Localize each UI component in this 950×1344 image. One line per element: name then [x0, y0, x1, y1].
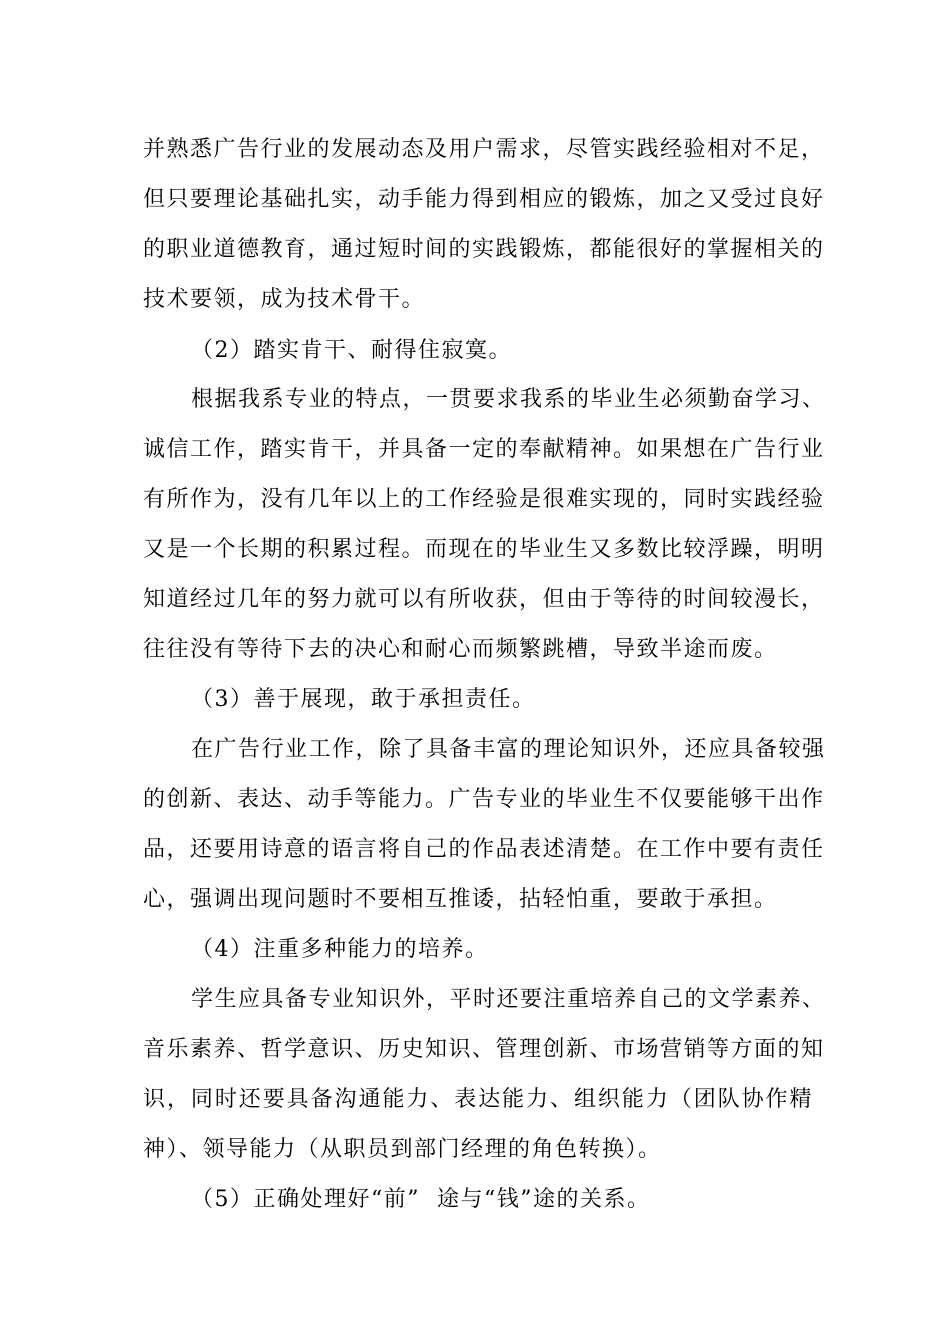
paragraph-4-line-1: 学生应具备专业知识外，平时还要注重培养自己的文学素养、 [191, 987, 826, 1012]
paragraph-1-line-3: 的职业道德教育，通过短时间的实践锻炼，都能很好的掌握相关的 [143, 237, 825, 262]
paragraph-3-line-2: 的创新、表达、动手等能力。广告专业的毕业生不仅要能够干出作 [143, 787, 825, 812]
paragraph-2-line-6: 往往没有等待下去的决心和耐心而频繁跳槽，导致半途而废。 [143, 637, 778, 662]
paragraph-4-line-3: 识，同时还要具备沟通能力、表达能力、组织能力（团队协作精 [143, 1087, 813, 1112]
paragraph-3-line-1: 在广告行业工作，除了具备丰富的理论知识外，还应具备较强 [191, 737, 826, 762]
paragraph-2-line-4: 又是一个长期的积累过程。而现在的毕业生又多数比较浮躁，明明 [143, 537, 825, 562]
paragraph-4-line-4: 神）、领导能力（从职员到部门经理的角色转换）。 [143, 1137, 662, 1162]
section-heading-2: （2）踏实肯干、耐得住寂寞。 [191, 338, 512, 363]
paragraph-2-line-5: 知道经过几年的努力就可以有所收获，但由于等待的时间较漫长， [143, 587, 825, 612]
paragraph-1-line-2: 但只要理论基础扎实，动手能力得到相应的锻炼，加之又受过良好 [143, 187, 825, 212]
section-heading-4: （4）注重多种能力的培养。 [191, 937, 489, 962]
paragraph-2-line-2: 诚信工作，踏实肯干，并具备一定的奉献精神。如果想在广告行业 [143, 437, 825, 462]
section-heading-5: （5）正确处理好“前” 途与“钱”途的关系。 [191, 1187, 651, 1212]
section-heading-3: （3）善于展现，敢于承担责任。 [191, 687, 536, 712]
paragraph-3-line-3: 品，还要用诗意的语言将自己的作品表述清楚。在工作中要有责任 [143, 837, 825, 862]
paragraph-2-line-1: 根据我系专业的特点，一贯要求我系的毕业生必须勤奋学习、 [191, 387, 826, 412]
paragraph-1-line-4: 技术要领，成为技术骨干。 [143, 287, 426, 312]
paragraph-4-line-2: 音乐素养、哲学意识、历史知识、管理创新、市场营销等方面的知 [143, 1037, 825, 1062]
paragraph-3-line-4: 心，强调出现问题时不要相互推诿，拈轻怕重，要敢于承担。 [143, 887, 778, 912]
paragraph-1-line-1: 并熟悉广告行业的发展动态及用户需求，尽管实践经验相对不足， [143, 137, 825, 162]
paragraph-2-line-3: 有所作为，没有几年以上的工作经验是很难实现的，同时实践经验 [143, 487, 825, 512]
